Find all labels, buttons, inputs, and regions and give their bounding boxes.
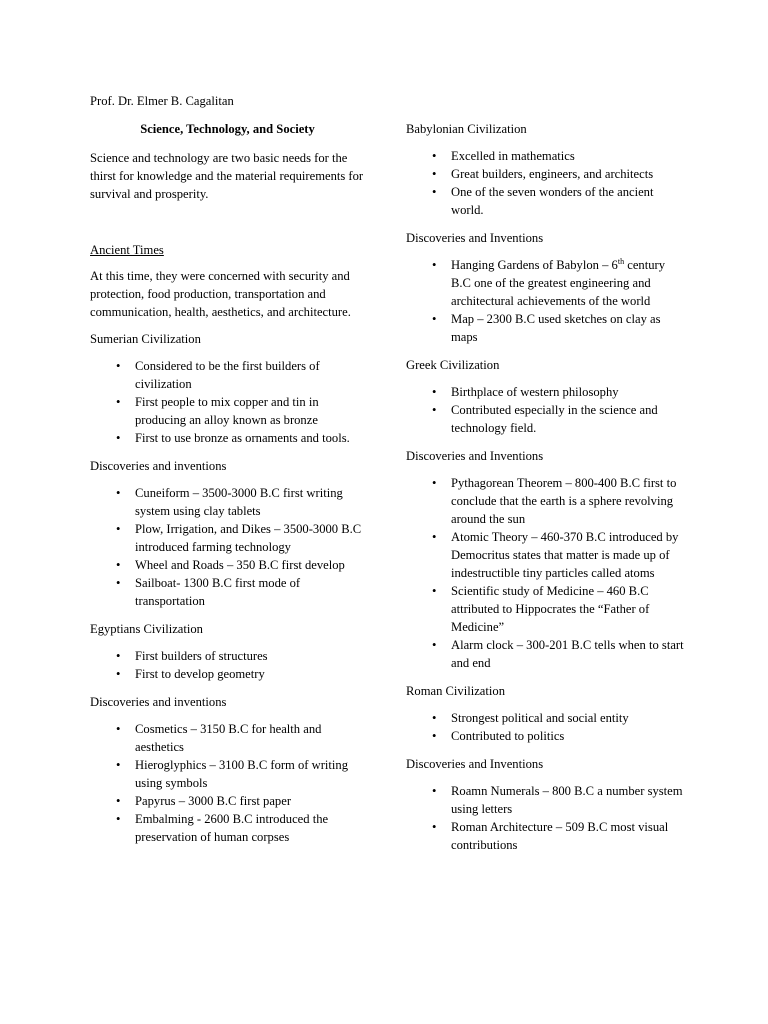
list-item: • Papyrus – 3000 B.C first paper	[90, 792, 365, 810]
list-item: • Birthplace of western philosophy	[406, 383, 686, 401]
list-greek-discoveries	[406, 474, 686, 672]
hanging-gardens-text: Hanging Gardens of Babylon – 6	[451, 258, 618, 272]
heading-sumerian: Sumerian Civilization	[90, 332, 201, 346]
list-item: • First builders of structures	[90, 647, 365, 665]
list-roman	[406, 709, 686, 745]
heading-roman-discoveries: Discoveries and Inventions	[406, 757, 544, 771]
list-babylonian	[406, 147, 686, 219]
list-item: • First to use bronze as ornaments and tools.	[90, 429, 365, 447]
list-item: • Excelled in mathematics	[406, 147, 686, 165]
list-item: • Sailboat- 1300 B.C first mode of transportation	[90, 574, 365, 610]
list-item: • Embalming - 2600 B.C introduced the preservation of human corpses	[90, 810, 365, 846]
list-item	[406, 256, 686, 310]
list-sumerian	[90, 357, 365, 447]
document-title: Science, Technology, and Society	[140, 122, 315, 136]
author-line: Prof. Dr. Elmer B. Cagalitan	[90, 94, 234, 108]
section-heading-ancient-times: Ancient Times	[90, 243, 164, 257]
left-column	[90, 92, 365, 856]
list-egyptian-discoveries	[90, 720, 365, 846]
list-item: • Hieroglyphics – 3100 B.C form of writing using symbols	[90, 756, 365, 792]
heading-egyptian-discoveries: Discoveries and inventions	[90, 695, 227, 709]
ordinal-suffix: th	[617, 256, 625, 266]
list-sumerian-discoveries	[90, 484, 365, 610]
list-item: • Map – 2300 B.C used sketches on clay as maps	[406, 310, 686, 346]
hanging-gardens-text-rest: century B.C one of the greatest engineering and architectural achievements of the world	[451, 258, 665, 308]
list-item: • Considered to be the first builders of civilization	[90, 357, 365, 393]
list-item: • Plow, Irrigation, and Dikes – 3500-3000 B.C introduced farming technology	[90, 520, 365, 556]
list-item: • Scientific study of Medicine – 460 B.C attributed to Hippocrates the “Father of Medicine”	[406, 582, 686, 636]
list-item: • Contributed to politics	[406, 727, 686, 745]
heading-egyptian: Egyptians Civilization	[90, 622, 203, 636]
list-item: • Cuneiform – 3500-3000 B.C first writing system using clay tablets	[90, 484, 365, 520]
intro-paragraph: Science and technology are two basic needs for the thirst for knowledge and the material requirements for survival and prosperity.	[90, 151, 364, 201]
list-item: • Strongest political and social entity	[406, 709, 686, 727]
list-item: • Atomic Theory – 460-370 B.C introduced by Democritus states that matter is made up of indestructible tiny particles called atoms	[406, 528, 686, 582]
list-item: • Roman Architecture – 509 B.C most visual contributions	[406, 818, 686, 854]
list-roman-discoveries	[406, 782, 686, 854]
list-item: • Great builders, engineers, and architects	[406, 165, 686, 183]
list-greek	[406, 383, 686, 437]
list-item: • First people to mix copper and tin in producing an alloy known as bronze	[90, 393, 365, 429]
heading-roman: Roman Civilization	[406, 684, 505, 698]
list-item: • Contributed especially in the science and technology field.	[406, 401, 686, 437]
heading-babylonian-discoveries: Discoveries and Inventions	[406, 231, 544, 245]
list-item: • Roamn Numerals – 800 B.C a number system using letters	[406, 782, 686, 818]
section-intro-paragraph: At this time, they were concerned with security and protection, food production, transportation and communication, health, aesthetics, and architecture.	[90, 269, 351, 319]
heading-greek-discoveries: Discoveries and Inventions	[406, 449, 544, 463]
list-item: • Cosmetics – 3150 B.C for health and aesthetics	[90, 720, 365, 756]
heading-babylonian: Babylonian Civilization	[406, 122, 527, 136]
list-item: • Wheel and Roads – 350 B.C first develop	[90, 556, 365, 574]
heading-greek: Greek Civilization	[406, 358, 500, 372]
list-item: • One of the seven wonders of the ancient world.	[406, 183, 686, 219]
list-babylonian-discoveries	[406, 256, 686, 346]
list-egyptian	[90, 647, 365, 683]
list-item: • Alarm clock – 300-201 B.C tells when to start and end	[406, 636, 686, 672]
list-item: • First to develop geometry	[90, 665, 365, 683]
heading-sumerian-discoveries: Discoveries and inventions	[90, 459, 227, 473]
right-column	[406, 120, 686, 864]
list-item: • Pythagorean Theorem – 800-400 B.C first to conclude that the earth is a sphere revolving around the sun	[406, 474, 686, 528]
